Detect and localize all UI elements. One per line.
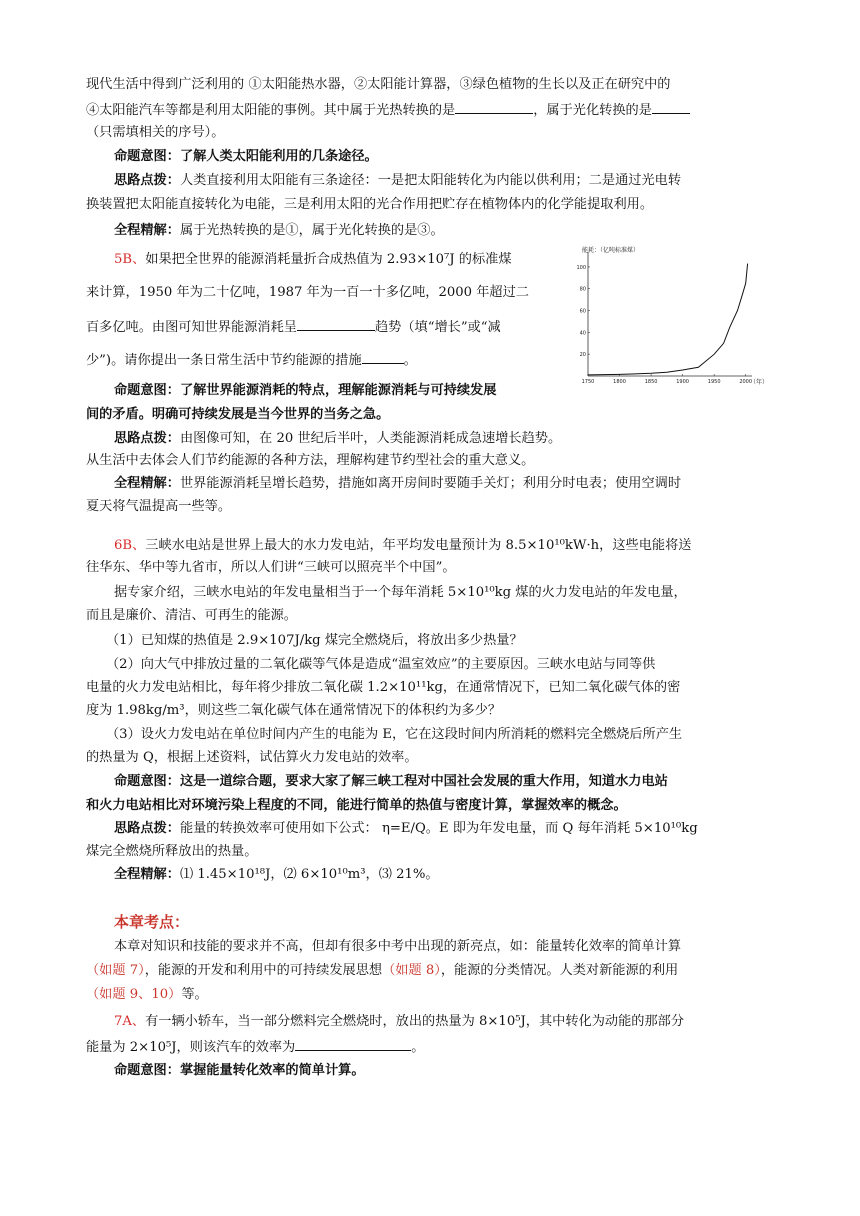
- chapter-line-1: 本章对知识和技能的要求并不高，但却有很多中考中出现的新亮点，如：能量转化效率的简单计算: [114, 939, 682, 954]
- q6-line-1: [114, 537, 691, 555]
- q5-hint-1: [114, 430, 561, 448]
- y-tick-label: 40: [579, 330, 586, 337]
- chart-series: [588, 264, 748, 375]
- p1-intent: [114, 148, 378, 166]
- p1-line-2-text-a: ④太阳能汽车等都是利用太阳能的事例。其中属于光热转换的是: [86, 103, 456, 118]
- q6-sub-2a: （2）向大气中排放过量的二氧化碳等气体是造成“温室效应”的主要原因。三峡水电站与同等供: [106, 657, 656, 672]
- q7-line-2: [86, 1037, 424, 1057]
- chapter-text-3b: 等。: [181, 987, 208, 1002]
- x-tick-label: 1950: [707, 379, 721, 385]
- hint-text: 人类直接利用太阳能有三条途径：一是把太阳能转化为内能以供利用；二是通过光电转: [179, 173, 682, 188]
- answer-blank-efficiency[interactable]: [295, 1037, 411, 1051]
- q6-number: 6B、: [114, 538, 146, 553]
- q5-text-3b: 趋势（填“增长”或“减: [375, 320, 501, 335]
- chapter-text-2d: ，能源的分类情况。人类对新能源的利用: [440, 963, 679, 978]
- answer-text: 属于光热转换的是①，属于光化转换的是③。: [179, 223, 444, 238]
- x-tick-label: 1800: [613, 379, 626, 385]
- intent-label: 命题意图：: [114, 383, 180, 398]
- intent-text: 这是一道综合题，要求大家了解三峡工程对中国社会发展的重大作用，知道水力电站: [179, 774, 668, 789]
- p1-hint-2: 换装置把太阳能直接转化为电能，三是利用太阳的光合作用把贮存在植物体内的化学能提取利用。: [86, 197, 654, 212]
- x-tick-label: 1750: [581, 379, 595, 385]
- q6-intent-2: 和火力电站相比对环境污染上程度的不同，能进行简单的热值与密度计算，掌握效率的概念。: [86, 798, 627, 813]
- q5-text-4b: 。: [403, 353, 417, 368]
- q7-number: 7A、: [114, 1014, 146, 1029]
- q6-sub-2b: 电量的火力发电站相比，每年将少排放二氧化碳 1.2×10¹¹kg，在通常情况下，已知二氧化碳气体的密: [86, 680, 681, 695]
- q6-intent-1: [114, 773, 668, 791]
- hint-label: 思路点拨：: [114, 173, 180, 188]
- q5-text-3a: 百多亿吨。由图可知世界能源消耗呈: [86, 320, 297, 335]
- q7-intent: [114, 1062, 365, 1080]
- x-tick-label: 2000: [739, 379, 753, 385]
- q7-line-1: [114, 1013, 684, 1031]
- intent-label: 命题意图：: [114, 149, 180, 164]
- answer-label: 全程精解：: [114, 476, 180, 491]
- hint-text: 由图像可知，在 20 世纪后半叶，人类能源消耗成急速增长趋势。: [179, 431, 562, 446]
- intent-label: 命题意图：: [114, 774, 180, 789]
- p1-line-1: 现代生活中得到广泛利用的 ①太阳能热水器，②太阳能计算器，③绿色植物的生长以及正在研究中的: [86, 77, 671, 92]
- ref-question-8: （如题 8）: [382, 963, 441, 978]
- y-tick-label: 20: [579, 352, 586, 359]
- y-tick-label: 100: [576, 264, 586, 271]
- answer-blank-2[interactable]: [652, 100, 690, 114]
- chart-xlabel: （年）: [750, 379, 769, 386]
- ref-question-7: （如题 7）: [86, 963, 145, 978]
- chart-ticks: [576, 265, 752, 385]
- intent-text: 掌握能量转化效率的简单计算。: [179, 1063, 365, 1078]
- y-tick-label: 80: [579, 286, 586, 293]
- hint-text: 能量的转换效率可使用如下公式： η=E/Q。E 即为年发电量，而 Q 每年消耗 5×10¹⁰kg: [179, 821, 698, 836]
- hint-label: 思路点拨：: [114, 821, 180, 836]
- q6-hint-1: [114, 820, 698, 838]
- q7-text-2b: 。: [411, 1040, 425, 1055]
- chapter-text-2b: ，能源的开发和利用中的可持续发展思想: [144, 963, 383, 978]
- q5-intent-1: [114, 382, 496, 400]
- q6-sub-2c: 度为 1.98kg/m³，则这些二氧化碳气体在通常情况下的体积约为多少？: [86, 703, 502, 718]
- energy-consumption-chart: [566, 240, 769, 390]
- q6-sub-3b: 的热量为 Q，根据上述资料，试估算火力发电站的效率。: [86, 750, 418, 765]
- chart-ylabel: 能耗：（亿吨标准煤）: [582, 247, 640, 254]
- chapter-line-3: [86, 986, 208, 1004]
- q6-sub-1: （1）已知煤的热值是 2.9×107J/kg 煤完全燃烧后，将放出多少热量？: [106, 633, 523, 648]
- p1-line-2: [86, 100, 690, 120]
- hint-label: 思路点拨：: [114, 431, 180, 446]
- q6-answer: [114, 866, 439, 884]
- p1-line-3: （只需填相关的序号）。: [86, 125, 225, 140]
- answer-text: ⑴ 1.45×10¹⁸J，⑵ 6×10¹⁰m³，⑶ 21%。: [179, 867, 439, 882]
- p1-answer: [114, 222, 444, 240]
- answer-text: 世界能源消耗呈增长趋势，措施如离开房间时要随手关灯；利用分时电表；使用空调时: [179, 476, 682, 491]
- x-tick-label: 1850: [644, 379, 658, 385]
- y-tick-label: 60: [579, 308, 586, 315]
- chart-axes: [588, 252, 752, 376]
- answer-label: 全程精解：: [114, 223, 180, 238]
- q5-line-3: [86, 317, 501, 337]
- q5-line-4: [86, 350, 417, 370]
- answer-label: 全程精解：: [114, 867, 180, 882]
- q7-text-2a: 能量为 2×10⁵J，则该汽车的效率为: [86, 1040, 296, 1055]
- p1-hint-1: [114, 172, 681, 190]
- q5-intent-2: 间的矛盾。明确可持续发展是当今世界的当务之急。: [86, 407, 390, 422]
- q6-sub-3a: （3）设火力发电站在单位时间内产生的电能为 E，它在这段时间内所消耗的燃料完全燃烧后所产生: [106, 727, 683, 742]
- p1-line-2-text-b: ，属于光化转换的是: [533, 103, 652, 118]
- q5-hint-2: 从生活中去体会人们节约能源的各种方法，理解构建节约型社会的重大意义。: [86, 453, 535, 468]
- q7-text-1: 有一辆小轿车，当一部分燃料完全燃烧时，放出的热量为 8×10⁵J，其中转化为动能的那部分: [145, 1014, 685, 1029]
- x-tick-label: 1900: [676, 379, 689, 385]
- intent-text: 了解世界能源消耗的特点，理解能源消耗与可持续发展: [179, 383, 497, 398]
- q5-text-1: 如果把全世界的能源消耗量折合成热值为 2.93×10⁷J 的标准煤: [145, 252, 512, 267]
- intent-label: 命题意图：: [114, 1063, 180, 1078]
- q5-number: 5B、: [114, 252, 146, 267]
- answer-blank-measure[interactable]: [362, 350, 404, 364]
- q6-line-2: 往华东、华中等九省市，所以人们讲“三峡可以照亮半个中国”。: [86, 560, 456, 575]
- q5-answer-1: [114, 475, 681, 493]
- q5-line-2: 来计算，1950 年为二十亿吨，1987 年为一百一十多亿吨，2000 年超过二: [86, 285, 529, 300]
- series-line: [588, 264, 748, 375]
- q5-line-1: [114, 251, 512, 269]
- q5-text-4a: 少”)。请你提出一条日常生活中节约能源的措施: [86, 353, 362, 368]
- chapter-heading: 本章考点：: [114, 913, 190, 931]
- q5-answer-2: 夏天将气温提高一些等。: [86, 499, 232, 514]
- q6-text-1: 三峡水电站是世界上最大的水力发电站，年平均发电量预计为 8.5×10¹⁰kW·h，这些电能将送: [145, 538, 692, 553]
- answer-blank-trend[interactable]: [297, 317, 375, 331]
- q6-line-3: 据专家介绍，三峡水电站的年发电量相当于一个每年消耗 5×10¹⁰kg 煤的火力发电站的年发电量，: [114, 585, 687, 600]
- answer-blank-1[interactable]: [455, 100, 533, 114]
- ref-question-9-10: （如题 9、10）: [86, 987, 182, 1002]
- q6-line-4: 而且是廉价、清洁、可再生的能源。: [86, 608, 297, 623]
- chapter-line-2: [86, 962, 678, 980]
- q6-hint-2: 煤完全燃烧所释放出的热量。: [86, 844, 258, 859]
- intent-text: 了解人类太阳能利用的几条途径。: [179, 149, 378, 164]
